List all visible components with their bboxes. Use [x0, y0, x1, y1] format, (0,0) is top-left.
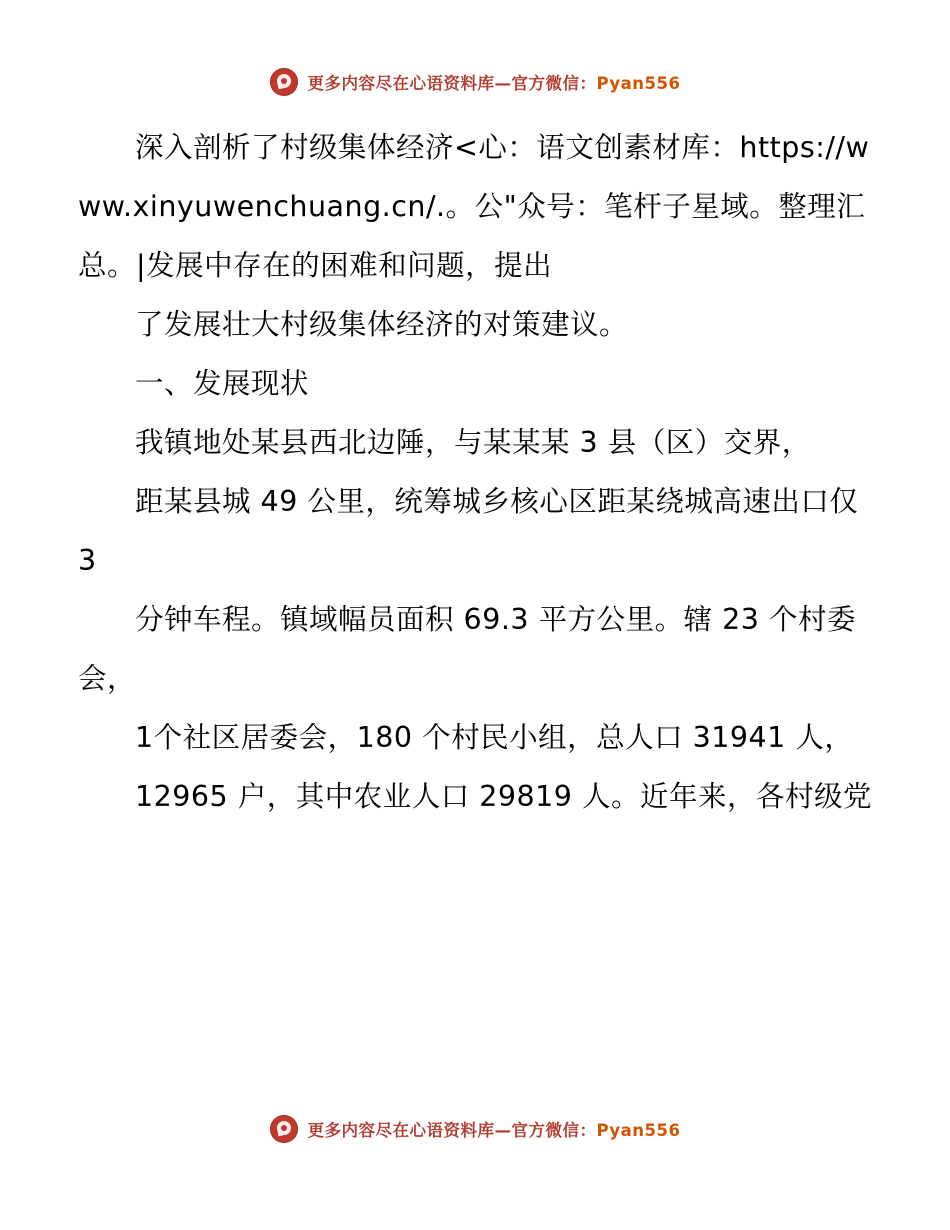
paragraph-2: 了发展壮大村级集体经济的对策建议。 [135, 308, 629, 341]
paragraph-4: 我镇地处某县西北边陲，与某某某 3 县（区）交界， [135, 426, 811, 459]
paragraph-6: 分钟车程。镇域幅员面积 69.3 平方公里。辖 23 个村委会， [78, 603, 856, 695]
watermark-text-main: 更多内容尽在心语资料库—官方微信： [307, 74, 597, 93]
paragraph-1: 深入剖析了村级集体经济<心：语文创素材库：https://www.xinyuwenchuang.cn/.。公"众号：笔杆子星域。整理汇总。|发展中存在的困难和问题，提出 [78, 131, 870, 282]
paragraph-5: 距某县城 49 公里，统筹城乡核心区距某绕城高速出口仅 3 [78, 485, 868, 577]
watermark-text [308, 70, 681, 94]
watermark-text-accent: Pyan556 [596, 74, 681, 93]
watermark-text-accent: Pyan556 [596, 1121, 681, 1140]
watermark-text [308, 1117, 681, 1141]
paragraph-3: 一、发展现状 [135, 367, 310, 400]
water-drop-logo-icon [270, 68, 298, 96]
watermark-text-main: 更多内容尽在心语资料库—官方微信： [307, 1121, 597, 1140]
watermark-bottom [0, 1115, 950, 1143]
document-text-body [78, 118, 878, 826]
paragraph-8: 12965 户，其中农业人口 29819 人。近年来，各村级党 [135, 780, 873, 813]
watermark-top [0, 68, 950, 96]
paragraph-7: 1个社区居委会，180 个村民小组，总人口 31941 人， [135, 721, 854, 754]
water-drop-logo-icon [270, 1115, 298, 1143]
